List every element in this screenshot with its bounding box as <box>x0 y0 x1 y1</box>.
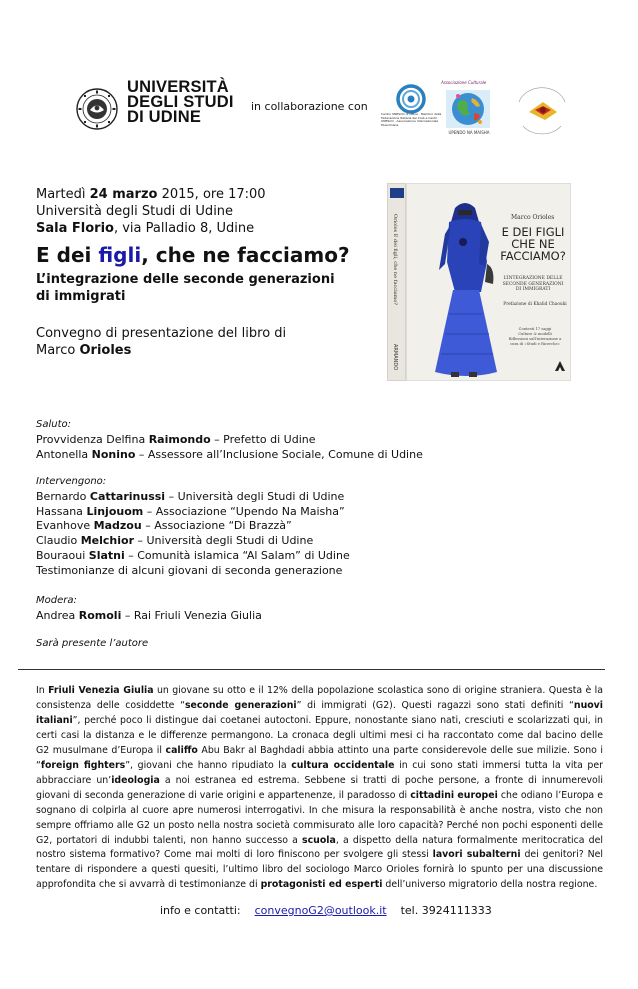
university-seal-icon <box>76 88 118 130</box>
book-spine-publisher: ARMANDO <box>392 344 398 371</box>
speakers-section <box>36 475 350 579</box>
event-room: Sala Florio, via Palladio 8, Udine <box>36 221 255 236</box>
paragraph-emphasis: nuovi italiani <box>36 699 604 726</box>
paragraph-text: Abu Bakr al Baghdadi abbia attinto una parte considerevole delle sue milizie. Sono i “ <box>36 744 604 771</box>
speakers-label: Intervengono: <box>36 476 107 487</box>
book-front <box>406 183 571 381</box>
paragraph-emphasis: ideologia <box>111 774 160 786</box>
contacts-label: info e contatti: <box>160 904 241 917</box>
book-subtitle: L’INTEGRAZIONE DELLE SECONDE GENERAZIONI DI IMMIGRATI <box>502 276 564 292</box>
paragraph-text: ”, perché poco li distingue dai coetanei autoctoni. Eppure, nonostante siano nati, cresciuti e scolarizzati qui, in certi casi la distanza e le differenze permangono. La cronaca degli ultimi mesi ci ha raccontato come dal bacino delle G2 musulmane d’Europa il <box>36 714 603 756</box>
paragraph-text: dell’universo migratorio della nostra regione. <box>382 879 598 891</box>
university-name-line-1: UNIVERSITÀ <box>127 78 229 96</box>
contact-phone: tel. 3924111333 <box>400 904 492 917</box>
university-name-line-3: DI UDINE <box>127 108 202 126</box>
paragraph-text: dei genitori? Nel tentare di rispondere a questi quesiti, l’ultimo libro del sociologo Marco Orioles fornirà lo spunto per una discussione approfondita che si avvarrà di testimonianze di <box>36 849 603 891</box>
paragraph-emphasis: scuola <box>302 834 336 846</box>
university-name <box>127 80 234 125</box>
book-cover <box>387 183 571 381</box>
contact-email-link[interactable]: convegnoG2@outlook.it <box>254 904 387 917</box>
book-spine-title: Orioles E dei figli, che ne facciamo? <box>392 214 398 306</box>
paragraph-text: in cui sono stati immersi tutta la vita per abbracciare un’ <box>36 759 603 786</box>
event-info <box>36 186 266 237</box>
sicilia-association-logo-icon <box>513 82 571 138</box>
book-spine <box>387 183 406 381</box>
speaker-row: Hassana Linjouom – Associazione “Upendo Na Maisha” <box>36 504 345 518</box>
event-title: E dei figli, che ne facciamo? <box>36 243 350 267</box>
unesco-centre-logo-icon <box>385 83 437 135</box>
speaker-row: Andrea Romoli – Rai Friuli Venezia Giulia <box>36 608 262 622</box>
paragraph-emphasis: Friuli Venezia Giulia <box>48 685 154 696</box>
veiled-woman-illustration <box>425 194 505 381</box>
author-present-note: Sarà presente l’autore <box>36 638 149 649</box>
book-author: Marco Orioles <box>511 214 555 221</box>
book-preface: Prefazione di Khalid Chaouki <box>503 302 567 307</box>
speaker-row: Bouraoui Slatni – Comunità islamica “Al Salam” di Udine <box>36 548 350 562</box>
paragraph-emphasis: cittadini europei <box>410 789 498 801</box>
paragraph-emphasis: lavori subalterni <box>432 849 521 861</box>
upendo-logo-bottom-text: UPENDO NA MAISHA <box>448 130 490 135</box>
event-subtitle: L’integrazione delle seconde generazioni di immigrati <box>36 272 335 304</box>
book-presentation: Convegno di presentazione del libro di Marco Orioles <box>36 326 287 358</box>
paragraph-emphasis: foreign fighters <box>40 759 126 771</box>
unesco-centre-logo-text: Centro UNESCO di Udine · Membro della Federazione Italiana dei Club e Centri UNESCO · Associazione Internazionale Musulmana <box>381 112 442 127</box>
paragraph-text: un giovane su otto e il 12% della popolazione scolastica sono di origine straniera. Questa è la consistenza delle cosiddette “ <box>36 685 603 711</box>
event-date: Martedì 24 marzo 2015, ore 17:00 <box>36 187 266 202</box>
paragraph-text: ” di immigrati (G2). Questi ragazzi sono stati definiti “ <box>296 699 574 711</box>
paragraph-text: a noi estranea ed estrema. Sebbene si tratti di poche persone, a fronte di innumerevoli giovani di seconda generazione di varie origini e appartenenze, il paradosso di <box>36 774 603 801</box>
greetings-label: Saluto: <box>36 419 71 430</box>
paragraph-emphasis: seconde generazioni <box>184 699 297 711</box>
testimony-line: Testimonianze di alcuni giovani di seconda generazione <box>36 563 343 577</box>
description-paragraph <box>36 684 603 893</box>
paragraph-emphasis: cultura occidentale <box>291 759 395 771</box>
paragraph-emphasis: protagonisti ed esperti <box>260 879 383 891</box>
upendo-globe-logo-icon <box>444 84 492 132</box>
paragraph-emphasis: califfo <box>165 744 198 756</box>
publisher-logo-icon <box>554 360 566 372</box>
paragraph-text: In <box>36 685 49 696</box>
moderator-label: Modera: <box>36 595 77 606</box>
speaker-row: Antonella Nonino – Assessore all’Inclusione Sociale, Comune di Udine <box>36 447 423 461</box>
divider <box>18 669 605 670</box>
university-name-line-2: DEGLI STUDI <box>127 93 234 111</box>
speaker-row: Provvidenza Delfina Raimondo – Prefetto di Udine <box>36 432 316 446</box>
speaker-row: Evanhove Madzou – Associazione “Di Brazzà” <box>36 519 292 533</box>
speaker-row: Bernardo Cattarinussi – Università degli Studi di Udine <box>36 489 345 503</box>
greetings-section <box>36 418 423 462</box>
paragraph-text: che odiano l’Europa e sognano di colpirla al cuore apre numerosi interrogativi. In che misura la responsabilità è anche nostra, visto che non sempre offriamo alle G2 un posto nella nostra società commisurato alle loro capacità? Perché non pochi esponenti delle G2, portatori di indubbi talenti, non hanno successo a <box>36 789 604 846</box>
book-series: Contesti 17 saggi Culture & modelli Riflessioni sull’interazione a cura di «Studi e Ricerche» <box>508 327 562 346</box>
contacts <box>160 904 492 917</box>
title-highlight: figli <box>98 243 142 267</box>
book-title: E DEI FIGLI CHE NE FACCIAMO? <box>500 225 566 263</box>
speaker-row: Claudio Melchior – Università degli Studi di Udine <box>36 534 314 548</box>
moderator-section <box>36 594 262 624</box>
paragraph-text: ”, giovani che hanno ripudiato la <box>125 759 292 771</box>
paragraph-text: , a dispetto della natura formalmente meritocratica del nostro sistema formativo? Come mai molti di loro finiscono per svolgere gli stessi <box>36 834 603 861</box>
collaboration-label: in collaborazione con <box>251 100 368 113</box>
upendo-logo-top-text: Associazione Culturale <box>441 80 487 85</box>
event-venue: Università degli Studi di Udine <box>36 204 234 219</box>
